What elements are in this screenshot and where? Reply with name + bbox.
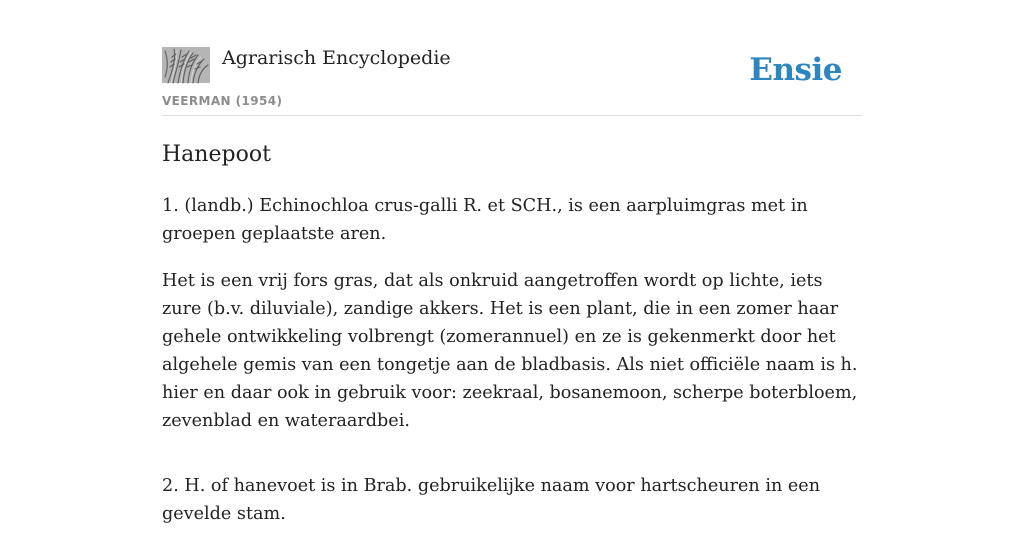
book-title[interactable]: Agrarisch Encyclopedie xyxy=(222,47,451,69)
article-paragraph-3: 2. H. of hanevoet is in Brab. gebruikelijke naam voor hartscheuren in een gevelde stam. xyxy=(162,476,821,524)
page-header xyxy=(162,44,862,116)
ensie-logo-link[interactable]: Ensie xyxy=(749,52,842,88)
wheat-engraving-icon xyxy=(162,47,210,83)
page-title: Hanepoot xyxy=(162,142,271,167)
article-paragraph-1: 1. (landb.) Echinochloa crus-galli R. et SCH., is een aarpluimgras met in groepen geplaatste aren. xyxy=(162,196,808,244)
article-paragraph-2: Het is een vrij fors gras, dat als onkruid aangetroffen wordt op lichte, iets zure (b.v. diluviale), zandige akkers. Het is een plant, die in een zomer haar gehele ontwikkeling volbrengt (zomerannuel) en ze is gekenmerkt door het algehele gemis van een tongetje aan de bladbasis. Als niet officiële naam is h. hier en daar ook in gebruik voor: zeekraal, bosanemoon, scherpe boterbloem, zevenblad en wateraardbei. xyxy=(162,271,858,431)
article-body xyxy=(162,140,867,547)
book-source: VEERMAN (1954) xyxy=(162,94,283,108)
